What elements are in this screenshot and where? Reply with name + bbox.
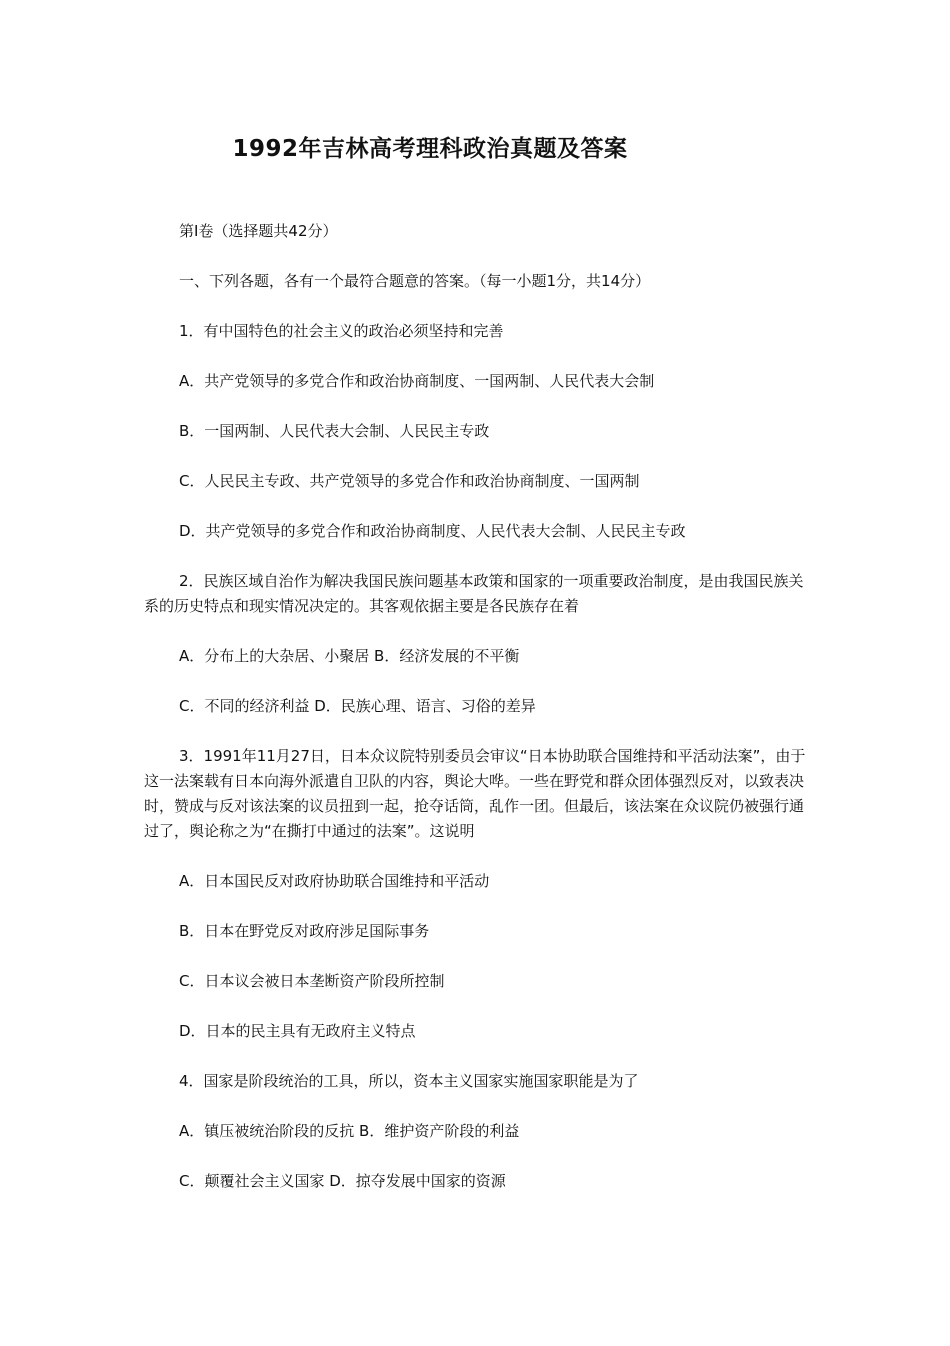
question-3-option-a: A．日本国民反对政府协助联合国维持和平活动 — [179, 872, 490, 890]
question-1-option-d: D．共产党领导的多党合作和政治协商制度、人民代表大会制、人民民主专政 — [179, 522, 686, 540]
question-2: 2．民族区域自治作为解决我国民族问题基本政策和国家的一项重要政治制度，是由我国民族关系的历史特点和现实情况决定的。其客观依据主要是各民族存在着 — [144, 572, 804, 615]
question-3-option-b: B．日本在野党反对政府涉足国际事务 — [179, 922, 430, 940]
question-4-options-cd: C．颠覆社会主义国家 D．掠夺发展中国家的资源 — [179, 1172, 506, 1190]
question-3: 3．1991年11月27日，日本众议院特别委员会审议“日本协助联合国维持和平活动法案”，由于这一法案载有日本向海外派遣自卫队的内容，舆论大哗。一些在野党和群众团体强烈反对，以致表决时，赞成与反对该法案的议员扭到一起，抢夺话筒，乱作一团。但最后，该法案在众议院仍被强行通过了，舆论称之为“在撕打中通过的法案”。这说明 — [144, 747, 806, 840]
question-2-options-cd: C．不同的经济利益 D．民族心理、语言、习俗的差异 — [179, 697, 536, 715]
instructions: 一、下列各题，各有一个最符合题意的答案。（每一小题1分，共14分） — [179, 272, 651, 290]
section-heading: 第I卷（选择题共42分） — [179, 222, 338, 240]
question-1-option-b: B．一国两制、人民代表大会制、人民民主专政 — [179, 422, 490, 440]
document-body — [144, 219, 808, 1219]
question-3-option-d: D．日本的民主具有无政府主义特点 — [179, 1022, 416, 1040]
question-1-option-c: C．人民民主专政、共产党领导的多党合作和政治协商制度、一国两制 — [179, 472, 640, 490]
question-4: 4．国家是阶段统治的工具，所以，资本主义国家实施国家职能是为了 — [179, 1072, 639, 1090]
document-title: 1992年吉林高考理科政治真题及答案 — [232, 136, 628, 162]
question-1-option-a: A．共产党领导的多党合作和政治协商制度、一国两制、人民代表大会制 — [179, 372, 655, 390]
question-3-option-c: C．日本议会被日本垄断资产阶段所控制 — [179, 972, 445, 990]
question-2-options-ab: A．分布上的大杂居、小聚居 B．经济发展的不平衡 — [179, 647, 520, 665]
question-4-options-ab: A．镇压被统治阶段的反抗 B．维护资产阶段的利益 — [179, 1122, 520, 1140]
question-1: 1．有中国特色的社会主义的政治必须坚持和完善 — [179, 322, 504, 340]
